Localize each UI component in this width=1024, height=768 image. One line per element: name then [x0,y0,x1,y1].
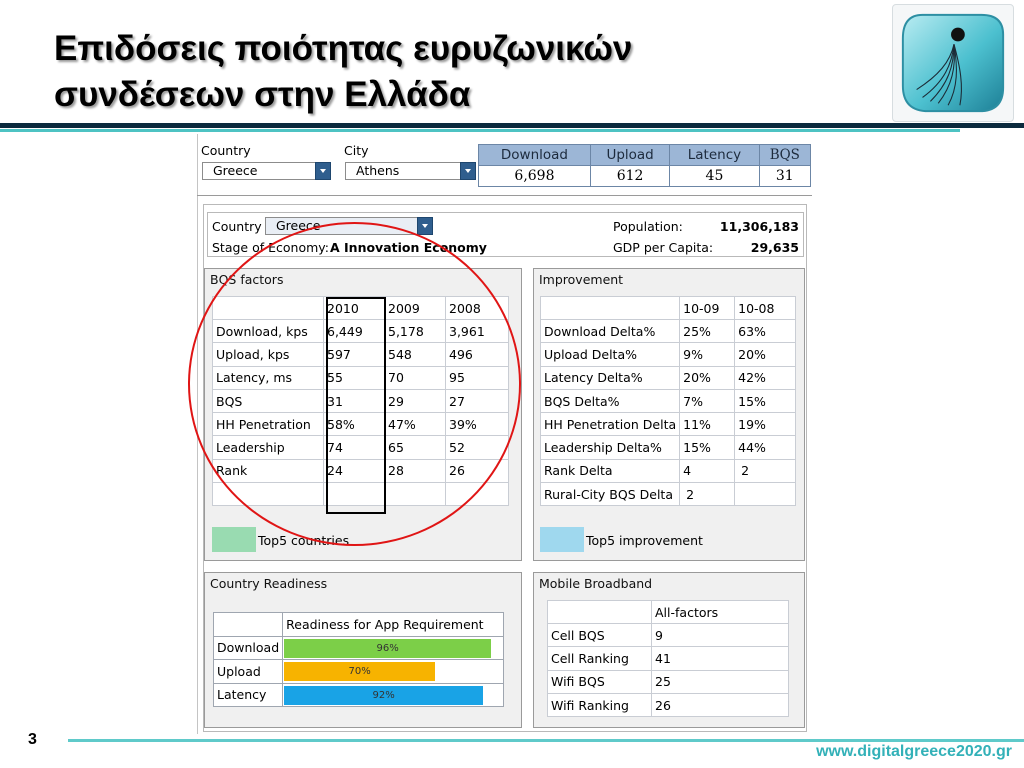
table-row [214,683,504,707]
table-row [213,413,509,436]
cell-2008: 26 [446,459,509,482]
country-info-select-value: Greece [276,218,321,233]
row-label: HH Penetration [213,413,324,436]
readiness-label-download: Download [214,636,283,660]
gdp-label: GDP per Capita: [613,240,714,255]
table-row [213,320,509,343]
row-label: Upload, kps [213,343,324,366]
country-info-select[interactable] [265,217,433,235]
gdp-value: 29,635 [750,240,799,255]
cell-2009: 28 [385,459,446,482]
table-row [541,413,796,436]
readiness-bar-latency [284,686,483,705]
readiness-bar-download [284,639,491,658]
cell-2010: 55 [324,366,385,389]
cell-10-08: 19% [735,413,796,436]
cell-10-08: 15% [735,389,796,412]
table-row-empty [213,483,509,506]
readiness-bar-upload [284,662,435,681]
readiness-header: Readiness for App Requirement [283,613,504,637]
cell-2009: 548 [385,343,446,366]
cell-2010: 58% [324,413,385,436]
table-row [541,343,796,366]
table-row [541,459,796,482]
table-row [214,660,504,684]
stage-value: A Innovation Economy [330,240,487,255]
table-row [541,483,796,506]
country-info-box [207,212,804,257]
population-value: 11,306,183 [719,219,799,234]
row-label: Rural-City BQS Delta [541,483,680,506]
row-value: 25 [652,670,789,693]
country-select[interactable] [202,162,331,180]
separator [197,195,812,196]
cell-2009: 29 [385,389,446,412]
row-label: Rank [213,459,324,482]
improvement-title: Improvement [539,272,624,287]
cell-2009: 65 [385,436,446,459]
summary-header-download: Download [479,145,591,166]
slide-number: 3 [28,731,37,748]
summary-value-bqs: 31 [759,166,810,187]
cell-2008: 27 [446,389,509,412]
frame-line [197,134,198,734]
row-value: 9 [652,624,789,647]
summary-header-bqs: BQS [759,145,810,166]
table-row [548,647,789,670]
cell-10-09: 20% [680,366,735,389]
mobile-broadband-panel [533,572,805,728]
footer-rule [68,739,1024,742]
population-label: Population: [613,219,683,234]
chevron-down-icon[interactable] [315,162,331,180]
row-label: Cell BQS [548,624,652,647]
cell-10-09: 4 [680,459,735,482]
row-label: BQS [213,389,324,412]
table-corner [214,613,283,637]
bqs-factors-title: BQS factors [210,272,284,287]
row-label: Upload Delta% [541,343,680,366]
row-label: HH Penetration Delta [541,413,680,436]
cell-10-09: 25% [680,320,735,343]
cell-2010: 597 [324,343,385,366]
mobile-broadband-title: Mobile Broadband [539,576,653,591]
cell-10-09: 11% [680,413,735,436]
row-label: Latency Delta% [541,366,680,389]
top5-countries-swatch [212,527,256,552]
table-corner [213,297,324,320]
country-readiness-panel [204,572,522,728]
table-row [541,320,796,343]
slide-title-line-1: Επιδόσεις ποιότητας ευρυζωνικών [54,29,633,68]
digital-greece-logo [892,4,1014,122]
readiness-label-upload: Upload [214,660,283,684]
title-rule [0,123,1024,128]
readiness-value-latency: 92% [372,689,395,701]
footer-url[interactable]: www.digitalgreece2020.gr [816,743,1012,760]
summary-header-upload: Upload [590,145,669,166]
stage-label: Stage of Economy: [212,240,329,255]
table-row [541,366,796,389]
table-row [548,670,789,693]
improvement-table [540,296,796,506]
table-row [213,459,509,482]
summary-table [478,144,811,187]
cell-2010: 24 [324,459,385,482]
table-corner [541,297,680,320]
column-header-2008: 2008 [446,297,509,320]
title-rule-accent [0,129,960,132]
cell-10-09: 15% [680,436,735,459]
cell-2008: 496 [446,343,509,366]
cell-2009: 5,178 [385,320,446,343]
row-label: Wifi BQS [548,670,652,693]
slide-title-line-2: συνδέσεων στην Ελλάδα [54,75,471,114]
summary-value-latency: 45 [670,166,759,187]
table-row [541,389,796,412]
readiness-value-upload: 70% [348,666,371,677]
country-panel [203,204,807,732]
column-header-2009: 2009 [385,297,446,320]
cell-10-08 [735,483,796,506]
city-select-value: Athens [356,163,400,178]
improvement-panel [533,268,805,561]
cell-10-09: 7% [680,389,735,412]
row-value: 41 [652,647,789,670]
chevron-down-icon[interactable] [460,162,476,180]
column-header-2010: 2010 [324,297,385,320]
top5-improvement-swatch [540,527,584,552]
table-row [213,389,509,412]
row-label: Download, kps [213,320,324,343]
readiness-value-download: 96% [376,642,399,654]
table-corner [548,601,652,624]
table-row [213,366,509,389]
cell-10-09: 2 [680,483,735,506]
top5-improvement-legend: Top5 improvement [586,533,703,548]
country-select-value: Greece [213,163,258,178]
country-label: Country [201,143,251,158]
cell-2008: 39% [446,413,509,436]
city-label: City [344,143,369,158]
summary-value-download: 6,698 [479,166,591,187]
table-row [213,343,509,366]
city-select[interactable] [345,162,476,180]
readiness-label-latency: Latency [214,683,283,707]
bqs-factors-panel [204,268,522,561]
row-label: Download Delta% [541,320,680,343]
column-header-10-09: 10-09 [680,297,735,320]
cell-10-08: 44% [735,436,796,459]
cell-10-09: 9% [680,343,735,366]
bqs-factors-table [212,296,509,506]
cell-10-08: 2 [735,459,796,482]
table-row [548,693,789,716]
row-label: Leadership Delta% [541,436,680,459]
country-readiness-title: Country Readiness [210,576,328,591]
cell-10-08: 20% [735,343,796,366]
table-row [213,436,509,459]
column-header-all-factors: All-factors [652,601,789,624]
table-row [214,636,504,660]
summary-header-latency: Latency [670,145,759,166]
cell-10-08: 63% [735,320,796,343]
cell-2010: 6,449 [324,320,385,343]
row-value: 26 [652,693,789,716]
country-info-label: Country [212,219,262,234]
slide-title [54,26,874,118]
row-label: BQS Delta% [541,389,680,412]
row-label: Cell Ranking [548,647,652,670]
table-row [541,436,796,459]
column-header-10-08: 10-08 [735,297,796,320]
chevron-down-icon[interactable] [417,217,433,235]
top5-countries-legend: Top5 countries [258,533,350,548]
row-label: Rank Delta [541,459,680,482]
cell-2010: 31 [324,389,385,412]
cell-10-08: 42% [735,366,796,389]
cell-2008: 3,961 [446,320,509,343]
cell-2009: 70 [385,366,446,389]
row-label: Latency, ms [213,366,324,389]
summary-value-upload: 612 [590,166,669,187]
table-row [548,624,789,647]
row-label: Wifi Ranking [548,693,652,716]
mobile-broadband-table [547,600,789,717]
cell-2009: 47% [385,413,446,436]
readiness-table [213,612,504,707]
cell-2008: 95 [446,366,509,389]
broadband-app-screenshot [197,134,812,734]
cell-2008: 52 [446,436,509,459]
row-label: Leadership [213,436,324,459]
cell-2010: 74 [324,436,385,459]
